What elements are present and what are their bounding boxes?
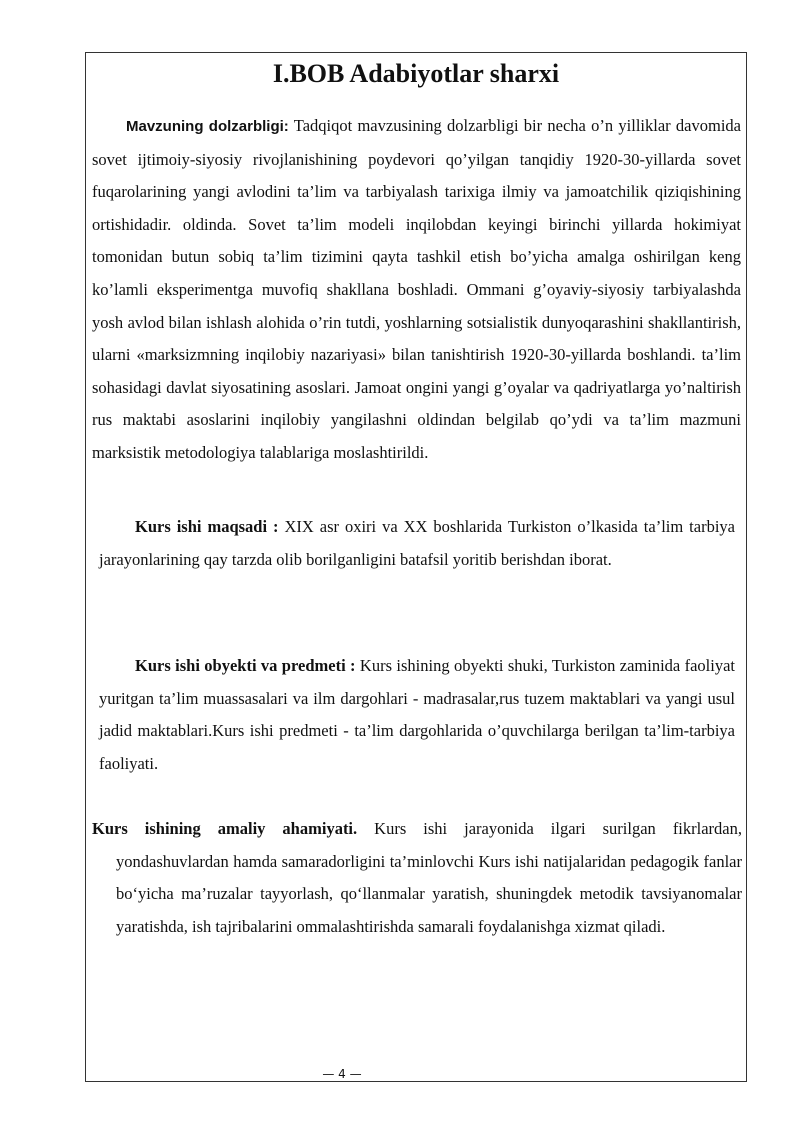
relevance-paragraph <box>92 110 741 470</box>
object-subject-paragraph <box>99 650 735 780</box>
goal-lead: Kurs ishi maqsadi : <box>135 517 279 536</box>
object-subject-lead: Kurs ishi obyekti va predmeti : <box>135 656 356 675</box>
practical-significance-lead: Kurs ishining amaliy ahamiyati. <box>92 819 358 838</box>
chapter-title: I.BOB Adabiyotlar sharxi <box>272 59 560 88</box>
relevance-text: Tadqiqot mavzusining dolzarbligi bir necha o’n yilliklar davomida sovet ijtimoiy-siyosiy rivojlanishining poydevori qo’yilgan tanqidiy 1920-30-yillarda sovet fuqarolarining yangi avlodini ta’lim va tarbiyalash tarixiga ilmiy va jamoatchilik qiziqishining ortishidadir. oldinda. Sovet ta’lim modeli inqilobdan keyingi birinchi yillarda hokimiyat tomonidan butun sobiq ta’lim tizimini qayta tashkil etish bo’yicha amalga oshirilgan keng ko’lamli eksperimentga muvofiq shakllana boshladi. Ommani g’oyaviy-siyosiy tarbiyalashda yosh avlod bilan ishlash alohida o’rin tutdi, yoshlarning sotsialistik dunyoqarashini shakllantirish, ularni «marksizmning inqilobiy nazariyasi» bilan tanishtirish 1920-30-yillarda boshlandi. ta’lim sohasidagi davlat siyosatining asoslari. Jamoat ongini yangi g’oyalar va qadriyatlarga yo’naltirish rus maktabi asoslarini inqilobiy yangilashni oldindan belgilab qo’ydi va ta’lim mazmuni marksistik metodologiya talablariga moslashtirildi. <box>92 116 741 462</box>
practical-significance-paragraph <box>92 813 742 943</box>
relevance-lead: Mavzuning dolzarbligi: <box>126 118 289 135</box>
practical-significance-text: Kurs ishi jarayonida ilgari surilgan fikrlardan, yondashuvlardan hamda samaradorligini ta’minlovchi Kurs ishi natijalaridan pedagogik fanlar bo‘yicha ma’ruzalar tayyorlash, qo‘llanmalar yaratish, shuningdek metodik tavsiyanomalar yaratishda, ish tajribalarini ommalashtirishda samarali foydalanishga xizmat qiladi. <box>116 819 742 936</box>
goal-paragraph <box>99 511 735 576</box>
goal-text: XIX asr oxiri va XX boshlarida Turkiston o’lkasida ta’lim tarbiya jarayonlarining qay tarzda olib borilganligini batafsil yoritib berishdan iborat. <box>99 517 735 569</box>
object-subject-text: Kurs ishining obyekti shuki, Turkiston zaminida faoliyat yuritgan ta’lim muassasalari va ilm dargohlari - madrasalar,rus tuzem maktablari va yangi usul jadid maktablari.Kurs ishi predmeti - ta’lim dargohlarida o’quvchilarga berilgan ta’lim-tarbiya faoliyati. <box>99 656 736 773</box>
page-number: — 4 — <box>322 1067 362 1081</box>
